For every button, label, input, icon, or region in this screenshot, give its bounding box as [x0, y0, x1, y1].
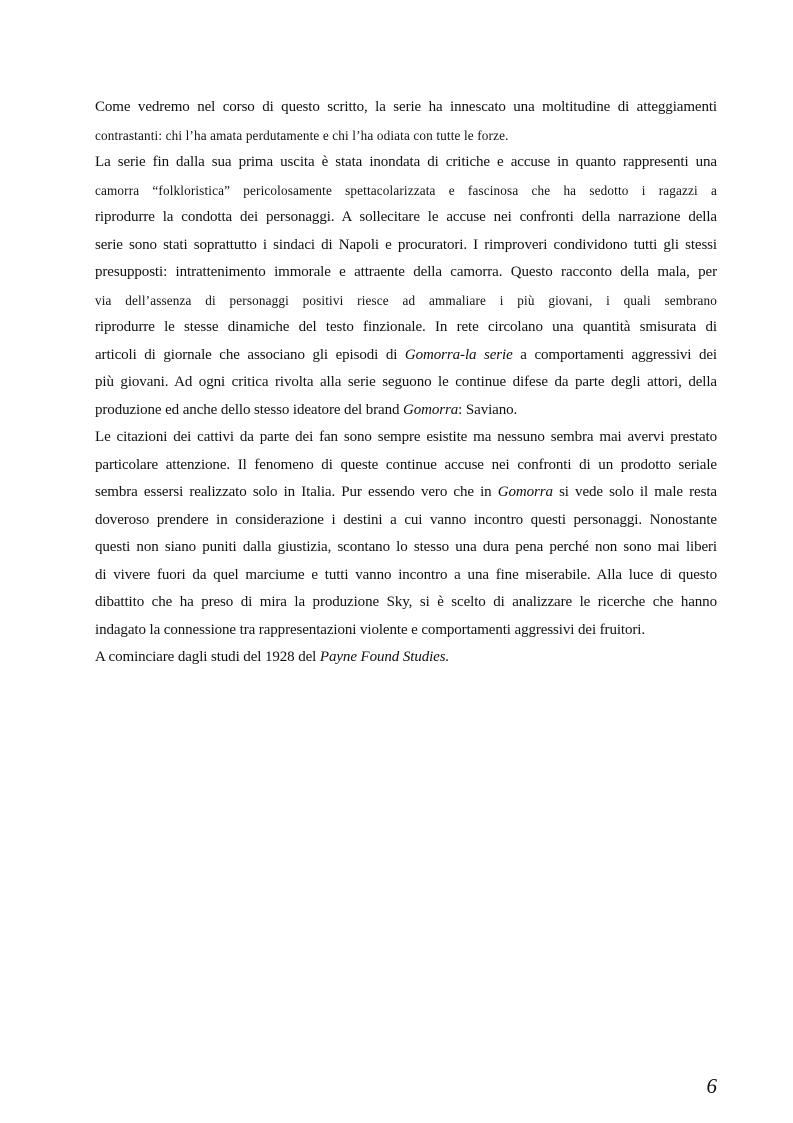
text-line: [95, 507, 717, 535]
text-run: sembra essersi realizzato solo in Italia. Pur essendo vero che in: [95, 484, 498, 500]
text-run: a comportamenti aggressivi dei: [512, 346, 717, 363]
text-line: [95, 479, 717, 507]
text-line: [95, 287, 717, 315]
text-run: articoli di giornale che associano gli episodi di: [95, 346, 405, 363]
brand-title-italic: Gomorra: [497, 484, 553, 500]
text-line: [95, 122, 717, 150]
text-run: particolare attenzione. Il fenomeno di queste continue accuse nei confronti di un prodotto seriale: [95, 456, 717, 473]
series-title-italic: Gomorra-la serie: [404, 346, 513, 363]
text-line: [95, 94, 717, 122]
text-line: [95, 562, 717, 590]
text-run: produzione ed anche dello stesso ideatore del brand: [95, 401, 404, 418]
text-line: [95, 204, 717, 232]
text-run: Le citazioni dei cattivi da parte dei fan sono sempre esistite ma nessuno sembra mai avervi prestato: [95, 429, 717, 445]
text-run: riprodurre le stesse dinamiche del testo finzionale. In rete circolano una quantità smisurata di: [95, 319, 717, 335]
text-line: [95, 232, 717, 260]
text-run: Come vedremo nel corso di questo scritto, la serie ha innescato una moltitudine di atteggiamenti: [95, 99, 717, 115]
text-run: camorra “folkloristica” pericolosamente spettacolarizzata e fascinosa che ha sedotto i ragazzi a: [95, 182, 717, 198]
text-line: [95, 149, 717, 177]
text-run: presupposti: intrattenimento immorale e attraente della camorra. Questo racconto della mala, per: [95, 264, 717, 280]
text-line: [95, 452, 717, 480]
text-line: [95, 617, 717, 645]
text-line: [95, 424, 717, 452]
text-run: A cominciare dagli studi del 1928 del: [95, 649, 320, 665]
body-text: [95, 94, 717, 672]
text-line: [95, 534, 717, 562]
text-run: di vivere fuori da quel marciume e tutti vanno incontro a una fine miserabile. Alla luce di questo: [95, 566, 717, 583]
text-run: indagato la connessione tra rappresentazioni violente e comportamenti aggressivi dei fruitori.: [95, 621, 645, 638]
text-line: [95, 369, 717, 397]
text-line: [95, 314, 717, 342]
page-number: 6: [706, 1074, 717, 1098]
text-line: [95, 644, 717, 672]
brand-title-italic: Gomorra: [403, 401, 459, 418]
text-run: : Saviano.: [458, 401, 518, 418]
text-run: La serie fin dalla sua prima uscita è stata inondata di critiche e accuse in quanto rappresenti una: [95, 154, 717, 170]
text-line: [95, 397, 717, 425]
text-line: [95, 342, 717, 370]
text-run: riprodurre la condotta dei personaggi. A sollecitare le accuse nei confronti della narrazione della: [95, 209, 717, 225]
text-run: contrastanti: chi l’ha amata perdutamente e chi l’ha odiata con tutte le forze.: [95, 127, 509, 143]
text-run: questi non siano puniti dalla giustizia, scontano lo stesso una dura pena perché non sono mai liberi: [95, 539, 717, 555]
study-title-italic: Payne Found Studies.: [319, 649, 450, 665]
text-line: [95, 259, 717, 287]
text-run: doveroso prendere in considerazione i destini a cui vanno incontro questi personaggi. Nonostante: [95, 511, 717, 528]
text-line: [95, 177, 717, 205]
text-run: dibattito che ha preso di mira la produzione Sky, si è scelto di analizzare le ricerche che hanno: [95, 594, 717, 610]
text-run: più giovani. Ad ogni critica rivolta alla serie seguono le continue difese da parte degli attori, della: [95, 374, 717, 390]
text-run: serie sono stati soprattutto i sindaci di Napoli e procuratori. I rimproveri condividono tutti gli stessi: [95, 236, 717, 253]
text-line: [95, 589, 717, 617]
text-run: si vede solo il male resta: [552, 484, 717, 500]
text-run: via dell’assenza di personaggi positivi riesce ad ammaliare i più giovani, i quali sembrano: [95, 292, 717, 308]
